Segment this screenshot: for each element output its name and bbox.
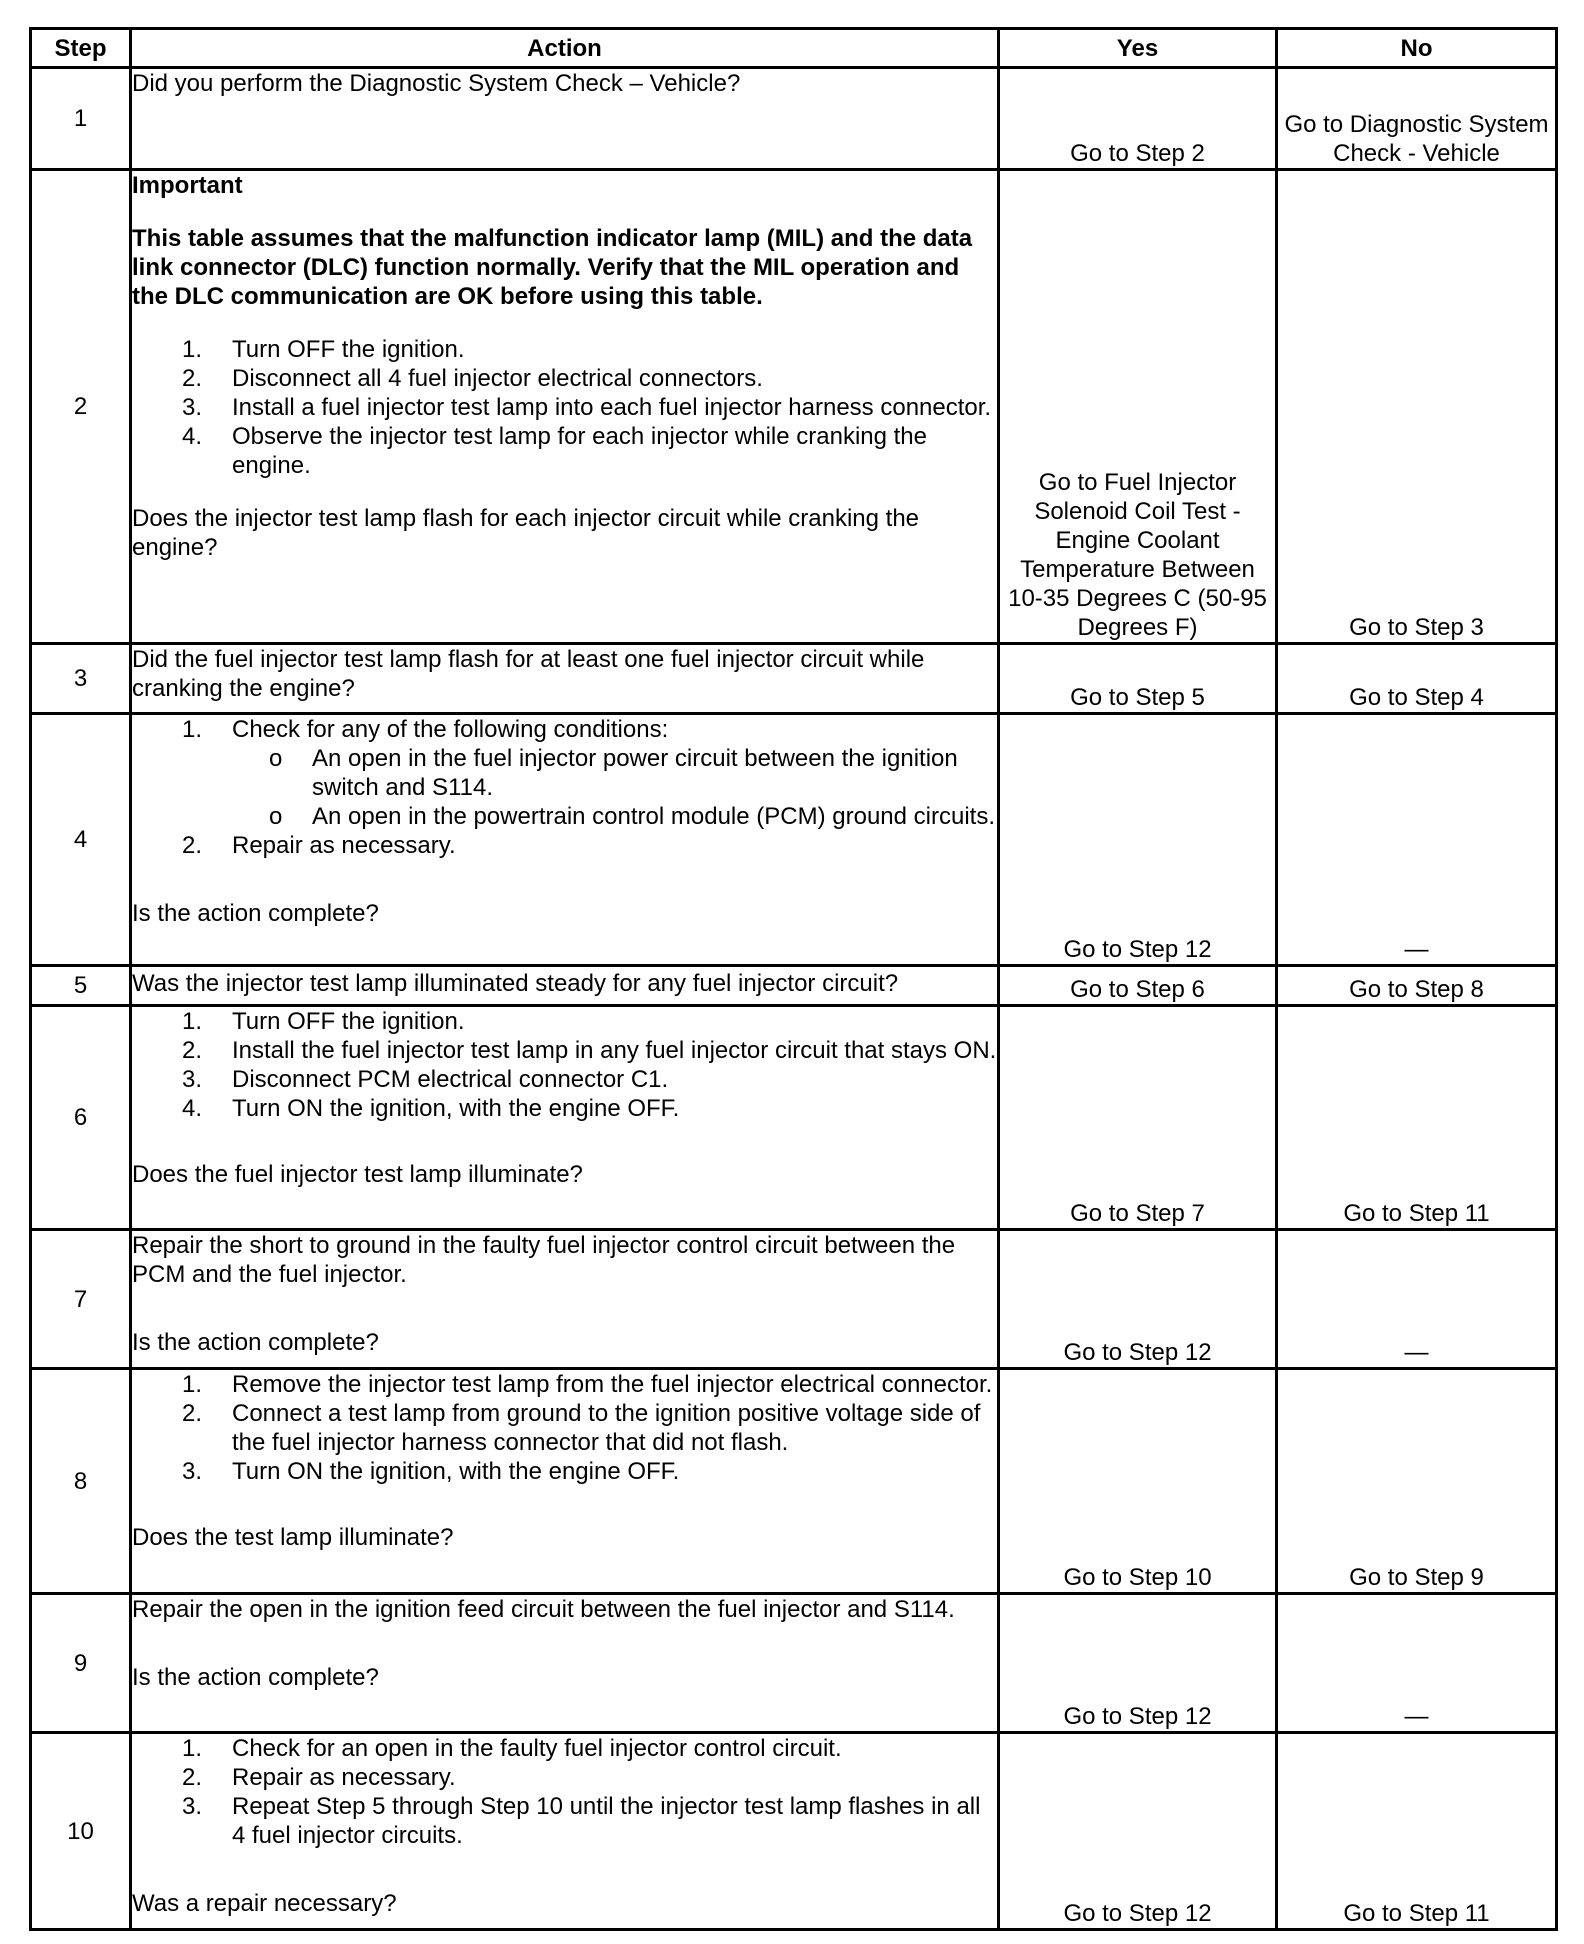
action-question: Is the action complete? xyxy=(132,900,379,927)
list-item xyxy=(132,1792,997,1850)
action-question: Does the fuel injector test lamp illuminate? xyxy=(132,1161,583,1188)
list-number: 1. xyxy=(182,1735,203,1762)
table-row xyxy=(31,1733,1557,1930)
table-row xyxy=(31,966,1557,1006)
table-row xyxy=(31,170,1557,644)
list-text: Repeat Step 5 through Step 10 until the injector test lamp flashes in all 4 fuel injector circuits. xyxy=(232,1793,981,1849)
list-text: Repair as necessary. xyxy=(232,1764,456,1791)
list-text: Install the fuel injector test lamp in any fuel injector circuit that stays ON. xyxy=(232,1037,997,1064)
list-number: 4. xyxy=(182,423,203,450)
yes-cell: Go to Step 12 xyxy=(999,1230,1277,1369)
list-item xyxy=(132,335,997,364)
instruction-list xyxy=(132,1370,997,1486)
bullet-icon: o xyxy=(269,803,283,830)
action-question: Does the injector test lamp flash for each injector circuit while cranking the engine? xyxy=(132,505,920,561)
list-item xyxy=(132,1763,997,1792)
no-cell: — xyxy=(1277,1594,1557,1733)
action-question: Was a repair necessary? xyxy=(132,1890,397,1917)
list-item xyxy=(132,1094,997,1123)
step-number: 10 xyxy=(31,1733,131,1930)
list-number: 2. xyxy=(182,365,203,392)
action-cell xyxy=(131,1733,999,1930)
yes-cell: Go to Fuel Injector Solenoid Coil Test - Engine Coolant Temperature Between 10-35 Degrees C (50-95 Degrees F) xyxy=(999,170,1277,644)
table-row xyxy=(31,714,1557,966)
table-row xyxy=(31,1369,1557,1594)
yes-cell: Go to Step 10 xyxy=(999,1369,1277,1594)
list-item xyxy=(132,422,997,480)
step-number: 5 xyxy=(31,966,131,1006)
list-item xyxy=(132,715,997,831)
table-row xyxy=(31,68,1557,170)
no-cell: — xyxy=(1277,714,1557,966)
action-question: Is the action complete? xyxy=(132,1329,379,1356)
list-number: 1. xyxy=(182,1008,203,1035)
no-cell: Go to Step 8 xyxy=(1277,966,1557,1006)
list-item xyxy=(132,1007,997,1036)
list-text: Repair as necessary. xyxy=(232,832,456,859)
action-cell xyxy=(131,1006,999,1230)
yes-cell: Go to Step 2 xyxy=(999,68,1277,170)
action-text: Repair the short to ground in the faulty fuel injector control circuit between the PCM and the fuel injector. xyxy=(132,1232,956,1288)
action-cell xyxy=(131,170,999,644)
list-number: 2. xyxy=(182,1400,203,1427)
list-item xyxy=(132,1457,997,1486)
list-number: 2. xyxy=(182,1037,203,1064)
action-cell xyxy=(131,644,999,714)
yes-cell: Go to Step 7 xyxy=(999,1006,1277,1230)
step-number: 8 xyxy=(31,1369,131,1594)
list-item xyxy=(132,831,997,860)
diagnostic-table xyxy=(29,27,1558,1931)
list-text: Disconnect PCM electrical connector C1. xyxy=(232,1066,669,1093)
list-number: 1. xyxy=(182,336,203,363)
no-cell: Go to Step 11 xyxy=(1277,1006,1557,1230)
list-text: Connect a test lamp from ground to the ignition positive voltage side of the fuel injector harness connector that did not flash. xyxy=(232,1400,981,1456)
list-number: 2. xyxy=(182,1764,203,1791)
list-text: Observe the injector test lamp for each injector while cranking the engine. xyxy=(232,423,928,479)
sub-list xyxy=(232,744,997,831)
yes-cell: Go to Step 12 xyxy=(999,714,1277,966)
step-number: 9 xyxy=(31,1594,131,1733)
yes-cell: Go to Step 12 xyxy=(999,1594,1277,1733)
step-number: 4 xyxy=(31,714,131,966)
instruction-list xyxy=(132,335,997,480)
action-question: Did the fuel injector test lamp flash for at least one fuel injector circuit while cranking the engine? xyxy=(132,646,925,702)
sub-list-text: An open in the fuel injector power circuit between the ignition switch and S114. xyxy=(312,745,958,801)
header-no: No xyxy=(1277,29,1557,68)
list-number: 2. xyxy=(182,832,203,859)
list-text: Disconnect all 4 fuel injector electrical connectors. xyxy=(232,365,763,392)
action-cell xyxy=(131,1594,999,1733)
sub-list-item xyxy=(212,802,997,831)
action-cell xyxy=(131,1369,999,1594)
no-cell: Go to Step 11 xyxy=(1277,1733,1557,1930)
step-number: 7 xyxy=(31,1230,131,1369)
list-number: 1. xyxy=(182,1371,203,1398)
step-number: 2 xyxy=(31,170,131,644)
list-item xyxy=(132,1399,997,1457)
list-text: Check for an open in the faulty fuel injector control circuit. xyxy=(232,1735,842,1762)
list-number: 3. xyxy=(182,1066,203,1093)
step-number: 3 xyxy=(31,644,131,714)
action-question: Did you perform the Diagnostic System Check – Vehicle? xyxy=(132,70,741,97)
action-cell xyxy=(131,68,999,170)
list-number: 4. xyxy=(182,1095,203,1122)
list-item xyxy=(132,1734,997,1763)
action-cell xyxy=(131,714,999,966)
table-row xyxy=(31,1594,1557,1733)
list-number: 3. xyxy=(182,394,203,421)
list-number: 1. xyxy=(182,716,203,743)
sub-list-item xyxy=(212,744,997,802)
list-text: Remove the injector test lamp from the fuel injector electrical connector. xyxy=(232,1371,993,1398)
instruction-list xyxy=(132,1734,997,1850)
list-text: Turn OFF the ignition. xyxy=(232,1008,465,1035)
table-header-row xyxy=(31,29,1557,68)
bullet-icon: o xyxy=(269,745,283,772)
instruction-list xyxy=(132,715,997,860)
step-number: 6 xyxy=(31,1006,131,1230)
action-question: Was the injector test lamp illuminated steady for any fuel injector circuit? xyxy=(132,970,899,997)
yes-cell: Go to Step 12 xyxy=(999,1733,1277,1930)
action-cell xyxy=(131,1230,999,1369)
sub-list-text: An open in the powertrain control module (PCM) ground circuits. xyxy=(312,803,995,830)
list-number: 3. xyxy=(182,1793,203,1820)
list-item xyxy=(132,1065,997,1094)
action-text: Repair the open in the ignition feed circuit between the fuel injector and S114. xyxy=(132,1596,955,1623)
important-text: This table assumes that the malfunction indicator lamp (MIL) and the data link connector (DLC) function normally. Verify that the MIL operation and the DLC communication are OK before using this table. xyxy=(132,225,973,310)
table-row xyxy=(31,1006,1557,1230)
list-text: Turn ON the ignition, with the engine OFF. xyxy=(232,1458,680,1485)
action-cell xyxy=(131,966,999,1006)
list-text: Turn OFF the ignition. xyxy=(232,336,465,363)
list-text: Check for any of the following conditions: xyxy=(232,716,669,743)
header-action: Action xyxy=(131,29,999,68)
important-title: Important xyxy=(132,172,243,199)
step-number: 1 xyxy=(31,68,131,170)
list-item xyxy=(132,364,997,393)
no-cell: — xyxy=(1277,1230,1557,1369)
no-cell: Go to Step 9 xyxy=(1277,1369,1557,1594)
list-item xyxy=(132,1370,997,1399)
no-cell: Go to Step 4 xyxy=(1277,644,1557,714)
list-text: Install a fuel injector test lamp into each fuel injector harness connector. xyxy=(232,394,992,421)
header-yes: Yes xyxy=(999,29,1277,68)
action-question: Is the action complete? xyxy=(132,1664,379,1691)
list-item xyxy=(132,1036,997,1065)
instruction-list xyxy=(132,1007,997,1123)
header-step: Step xyxy=(31,29,131,68)
yes-cell: Go to Step 6 xyxy=(999,966,1277,1006)
yes-cell: Go to Step 5 xyxy=(999,644,1277,714)
list-number: 3. xyxy=(182,1458,203,1485)
action-question: Does the test lamp illuminate? xyxy=(132,1524,454,1551)
table-row xyxy=(31,644,1557,714)
table-row xyxy=(31,1230,1557,1369)
no-cell: Go to Diagnostic System Check - Vehicle xyxy=(1277,68,1557,170)
list-text: Turn ON the ignition, with the engine OFF. xyxy=(232,1095,680,1122)
list-item xyxy=(132,393,997,422)
no-cell: Go to Step 3 xyxy=(1277,170,1557,644)
